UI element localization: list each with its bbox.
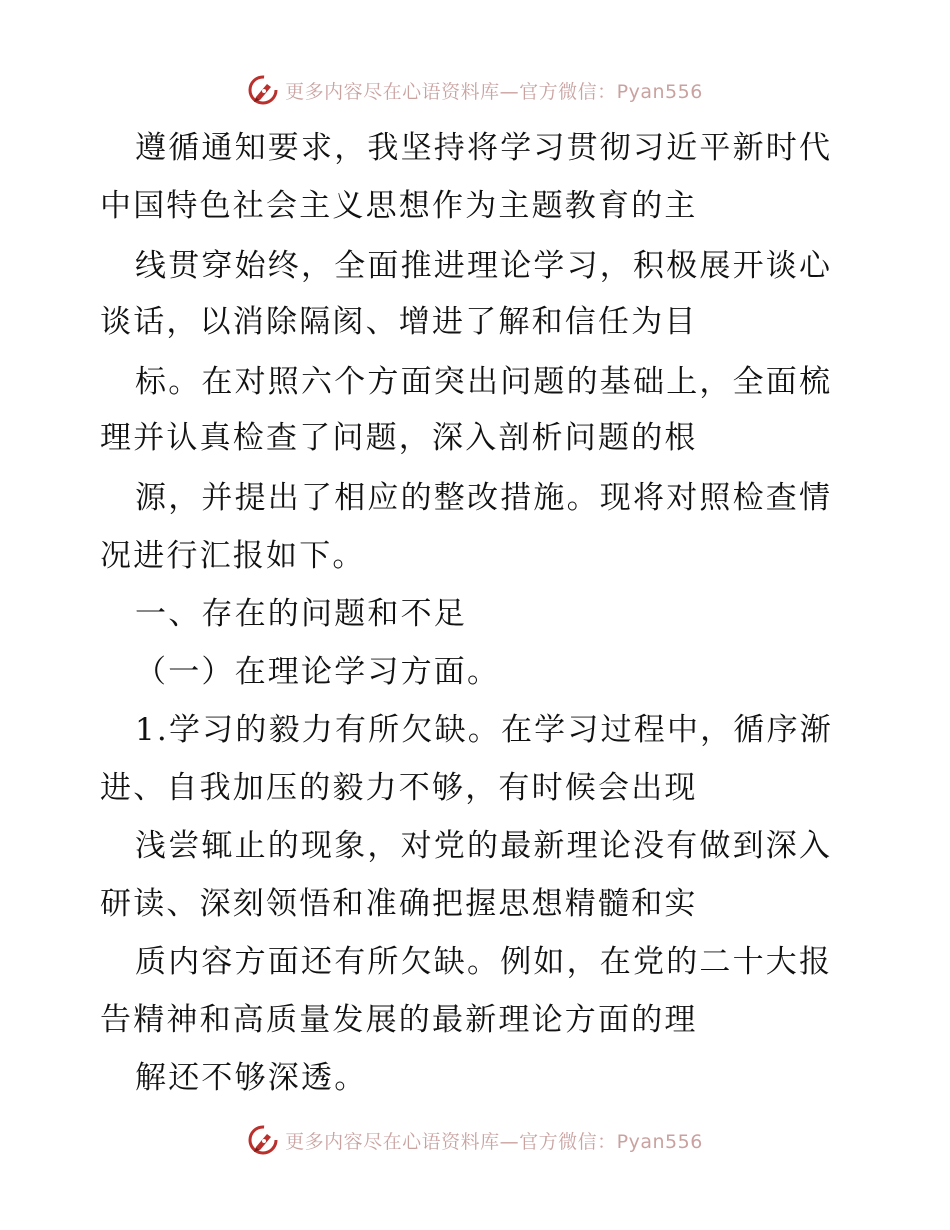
footer-watermark <box>0 1120 950 1160</box>
paragraph-line: 源，并提出了相应的整改措施。现将对照检查情 <box>135 480 833 516</box>
header-watermark <box>0 70 950 110</box>
paragraph-line: 质内容方面还有所欠缺。例如，在党的二十大报 <box>135 944 833 980</box>
paragraph-line: 标。在对照六个方面突出问题的基础上，全面梳 <box>135 364 833 400</box>
header-watermark-text: 更多内容尽在心语资料库—官方微信：Pyan556 <box>285 80 703 103</box>
paragraph-line: 遵循通知要求，我坚持将学习贯彻习近平新时代 <box>135 130 833 166</box>
paragraph-line: 况进行汇报如下。 <box>100 538 366 574</box>
paragraph-line: 1.学习的毅力有所欠缺。在学习过程中，循序渐 <box>135 712 833 748</box>
paragraph-line: 进、自我加压的毅力不够，有时候会出现 <box>100 770 698 806</box>
footer-watermark-text: 更多内容尽在心语资料库—官方微信：Pyan556 <box>285 1130 703 1153</box>
paragraph-line: 理并认真检查了问题，深入剖析问题的根 <box>100 420 698 456</box>
paragraph-line: 浅尝辄止的现象，对党的最新理论没有做到深入 <box>135 828 833 864</box>
paragraph-line: 解还不够深透。 <box>135 1060 368 1096</box>
subsection-heading: （一）在理论学习方面。 <box>135 654 501 690</box>
paragraph-line: 谈话，以消除隔阂、增进了解和信任为目 <box>100 304 698 340</box>
paragraph-line: 研读、深刻领悟和准确把握思想精髓和实 <box>100 886 698 922</box>
pen-circle-logo-icon <box>247 1124 279 1156</box>
paragraph-line: 线贯穿始终，全面推进理论学习，积极展开谈心 <box>135 248 833 284</box>
paragraph-line: 告精神和高质量发展的最新理论方面的理 <box>100 1002 698 1038</box>
pen-circle-logo-icon <box>247 74 279 106</box>
section-heading: 一、存在的问题和不足 <box>135 596 467 632</box>
paragraph-line: 中国特色社会主义思想作为主题教育的主 <box>100 188 698 224</box>
